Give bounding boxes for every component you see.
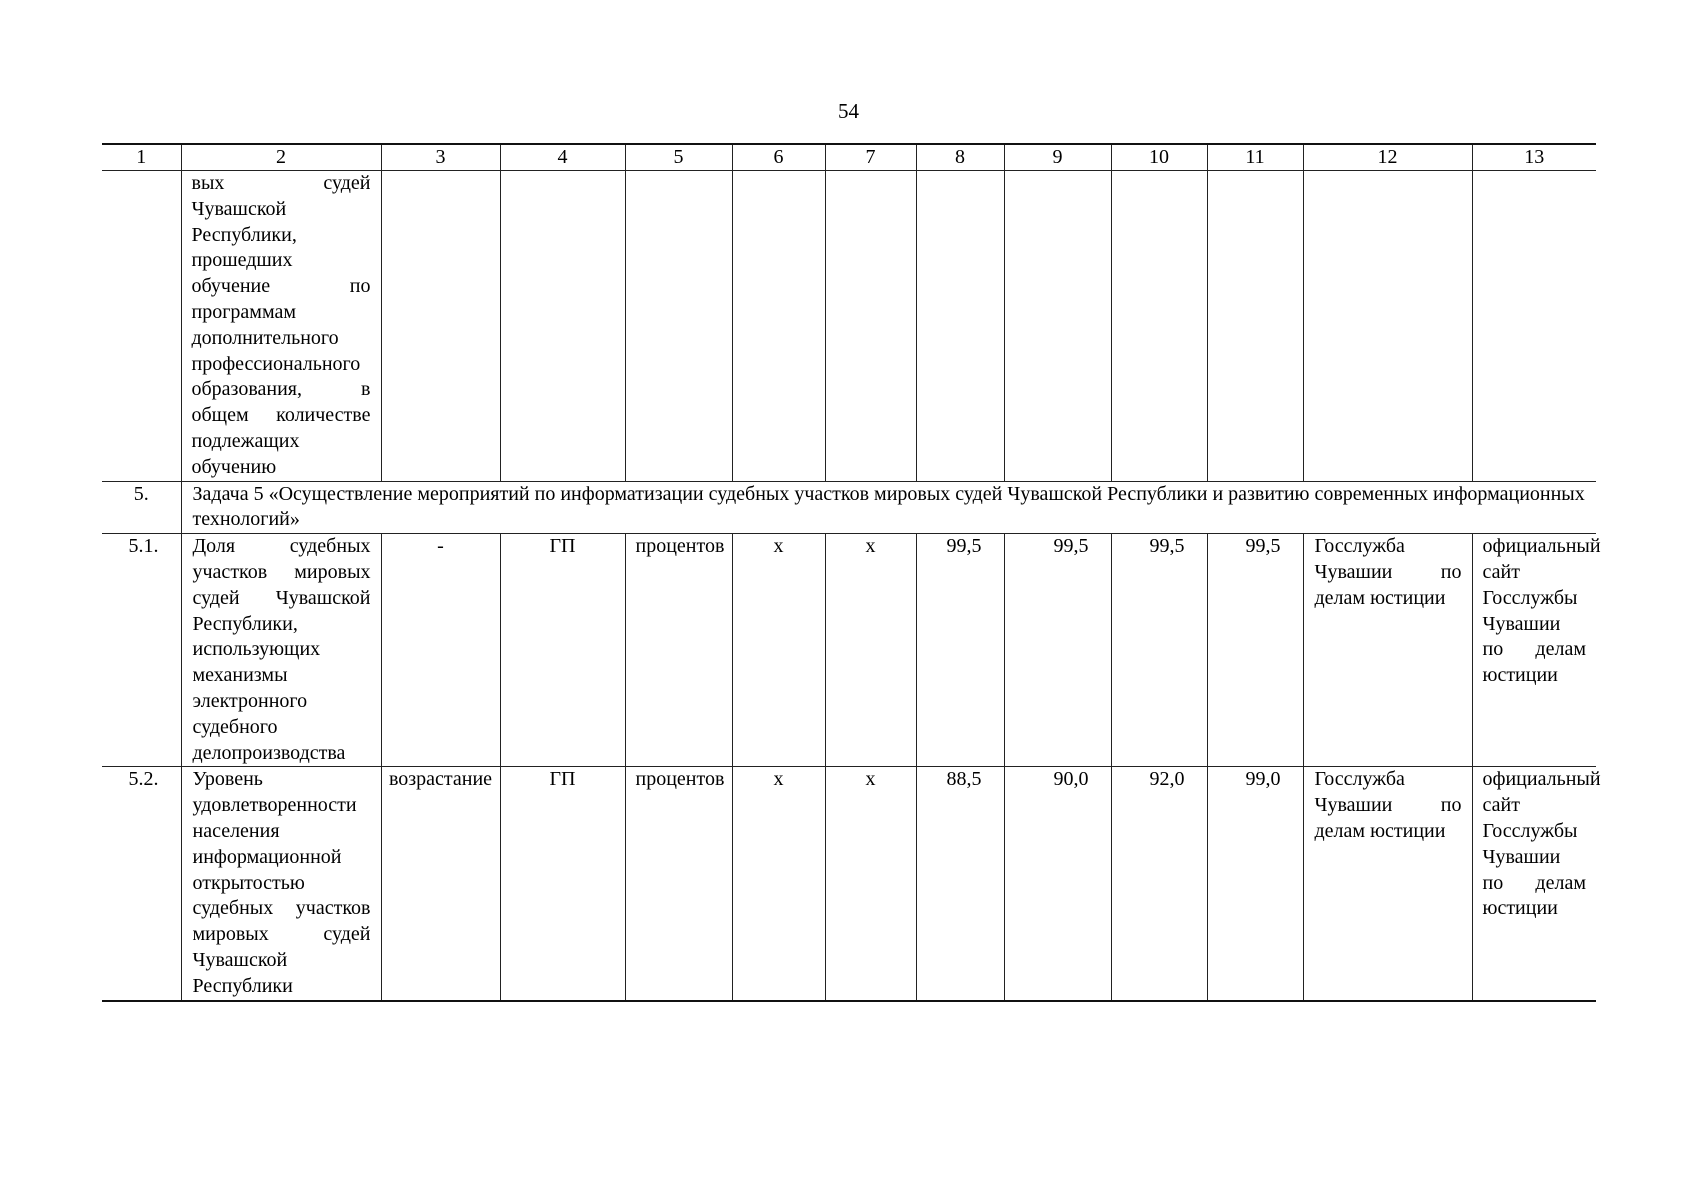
table-row xyxy=(102,767,1596,1001)
responsible-cell: Госслужба Чувашии по делам юстиции xyxy=(1303,534,1472,767)
unit-cell: процентов xyxy=(625,534,732,767)
task-number: 5. xyxy=(102,481,181,534)
header-cell: 7 xyxy=(825,144,916,171)
unit-cell: процентов xyxy=(625,767,732,1001)
header-cell: 3 xyxy=(381,144,500,171)
value-cell: 90,0 xyxy=(1004,767,1111,1001)
source-type-cell: ГП xyxy=(500,767,625,1001)
info-source-cell: официальный сайт Госслужбы Чувашии по делам юстиции xyxy=(1472,767,1596,1001)
indicator-name-continued: вых судей Чувашской Республики, прошедших обучение по программам дополнительного профессионального образования, в общем количестве подлежащих обучению xyxy=(181,171,381,482)
value-cell: 99,5 xyxy=(1004,534,1111,767)
source-type-cell: ГП xyxy=(500,534,625,767)
row-number: 5.2. xyxy=(102,767,181,1001)
value-cell: 92,0 xyxy=(1111,767,1207,1001)
header-cell: 10 xyxy=(1111,144,1207,171)
value-cell: 99,5 xyxy=(916,534,1004,767)
value-cell: х xyxy=(825,767,916,1001)
indicator-name: Доля судебных участков мировых судей Чувашской Республики, использующих механизмы электронного судебного делопроизводства xyxy=(181,534,381,767)
table-row xyxy=(102,534,1596,767)
value-cell: х xyxy=(825,534,916,767)
row-number: 5.1. xyxy=(102,534,181,767)
header-cell: 1 xyxy=(102,144,181,171)
header-cell: 2 xyxy=(181,144,381,171)
indicators-table xyxy=(102,143,1601,1002)
page-number: 54 xyxy=(838,99,859,123)
task-row xyxy=(102,481,1596,534)
header-cell: 5 xyxy=(625,144,732,171)
value-cell: х xyxy=(732,767,825,1001)
value-cell: 88,5 xyxy=(916,767,1004,1001)
value-cell: 99,5 xyxy=(1111,534,1207,767)
value-cell: 99,5 xyxy=(1207,534,1303,767)
header-row xyxy=(102,144,1596,171)
table-row xyxy=(102,171,1596,482)
value-cell: 99,0 xyxy=(1207,767,1303,1001)
header-cell: 12 xyxy=(1303,144,1472,171)
info-source-cell: официальный сайт Госслужбы Чувашии по делам юстиции xyxy=(1472,534,1596,767)
header-cell: 11 xyxy=(1207,144,1303,171)
header-cell: 13 xyxy=(1472,144,1596,171)
trend-cell: возрастание xyxy=(381,767,500,1001)
responsible-cell: Госслужба Чувашии по делам юстиции xyxy=(1303,767,1472,1001)
task-title: Задача 5 «Осуществление мероприятий по информатизации судебных участков мировых судей Чувашской Республики и развитию современных информационных технологий» xyxy=(181,481,1596,534)
header-cell: 9 xyxy=(1004,144,1111,171)
header-cell: 8 xyxy=(916,144,1004,171)
value-cell: х xyxy=(732,534,825,767)
header-cell: 4 xyxy=(500,144,625,171)
header-cell: 6 xyxy=(732,144,825,171)
indicator-name: Уровень удовлетворенности населения информационной открытостью судебных участков мировых судей Чувашской Республики xyxy=(181,767,381,1001)
trend-cell: - xyxy=(381,534,500,767)
